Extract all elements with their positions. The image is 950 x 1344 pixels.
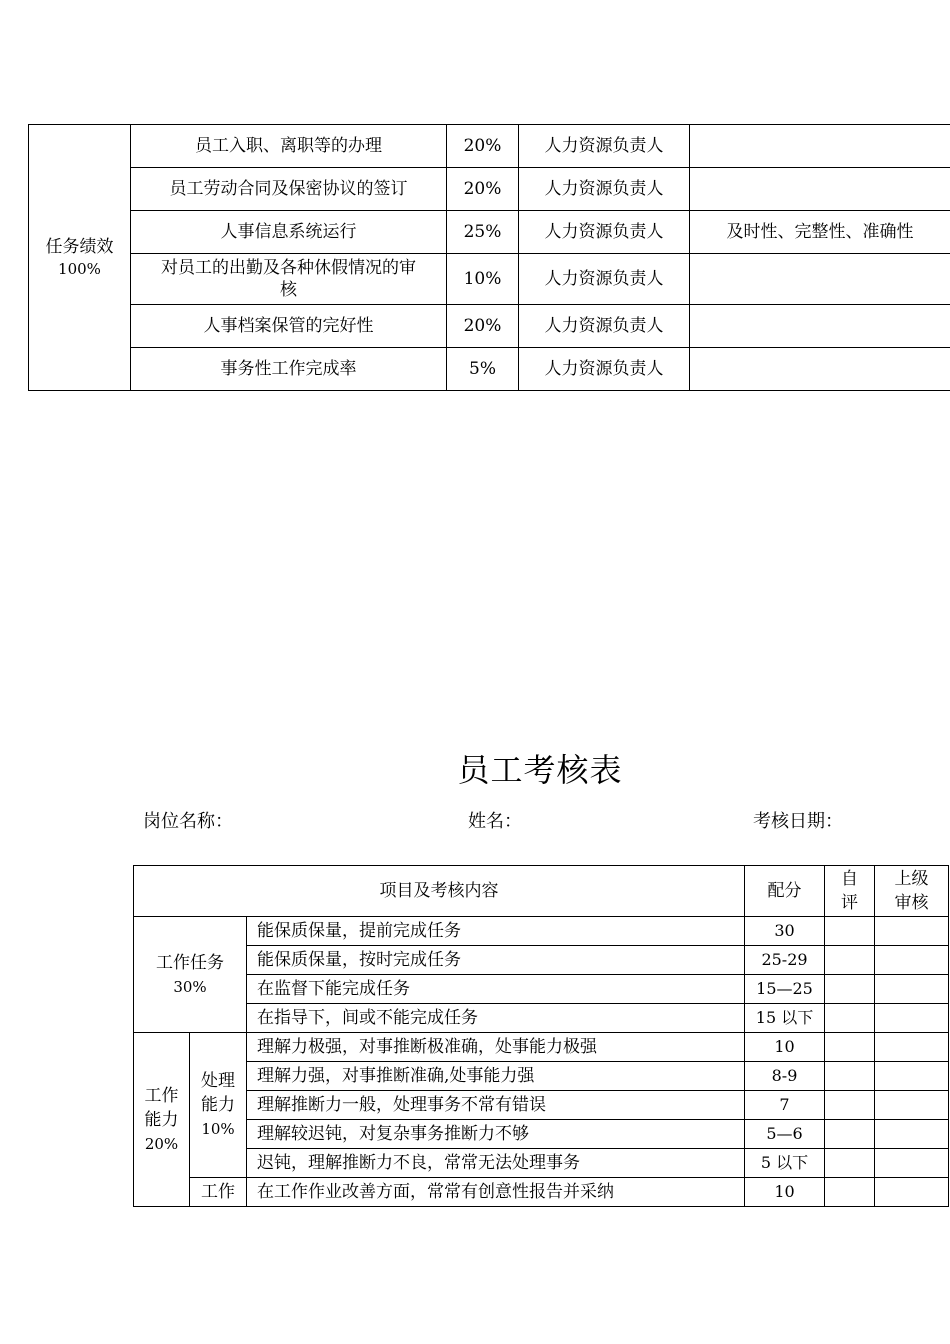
score-cell: 30 (745, 917, 825, 946)
owner-cell: 人力资源负责人 (519, 211, 690, 254)
superior-review-cell[interactable] (875, 917, 949, 946)
item-text-line2: 核 (280, 280, 297, 300)
form-title: 员工考核表 (457, 751, 623, 789)
assessment-date-label: 考核日期： (753, 811, 843, 832)
handling-ability-label-line1: 处理 (201, 1071, 235, 1091)
self-eval-cell[interactable] (825, 975, 875, 1004)
table-row (134, 1149, 949, 1178)
superior-review-header (875, 866, 949, 917)
category-cell (29, 125, 131, 391)
self-eval-header (825, 866, 875, 917)
score-cell: 5—6 (745, 1120, 825, 1149)
score-cell: 7 (745, 1091, 825, 1120)
score-cell: 8-9 (745, 1062, 825, 1091)
criterion-cell: 理解较迟钝，对复杂事务推断力不够 (247, 1120, 745, 1149)
table-row (29, 348, 950, 391)
table-row (134, 1091, 949, 1120)
item-cell: 人事档案保管的完好性 (131, 305, 447, 348)
self-eval-cell[interactable] (825, 1091, 875, 1120)
superior-review-cell[interactable] (875, 1120, 949, 1149)
superior-review-header-line2: 审核 (894, 893, 929, 913)
weight-cell: 20% (447, 168, 519, 211)
work-task-label: 工作任务 (156, 952, 224, 973)
work-ability-group-cell (134, 1033, 190, 1207)
score-header: 配分 (745, 866, 825, 917)
criterion-cell: 迟钝，理解推断力不良，常常无法处理事务 (247, 1149, 745, 1178)
owner-cell: 人力资源负责人 (519, 168, 690, 211)
self-eval-cell[interactable] (825, 1004, 875, 1033)
table-row (29, 254, 950, 305)
superior-review-cell[interactable] (875, 1062, 949, 1091)
standard-cell (690, 168, 950, 211)
table-row (134, 1062, 949, 1091)
self-eval-cell[interactable] (825, 1149, 875, 1178)
standard-cell (690, 254, 950, 305)
criterion-cell: 能保质保量，按时完成任务 (247, 946, 745, 975)
self-eval-cell[interactable] (825, 1120, 875, 1149)
work-task-weight: 30% (173, 977, 207, 996)
handling-ability-weight: 10% (201, 1120, 235, 1138)
score-cell: 25-29 (745, 946, 825, 975)
work-ability-label-line2: 能力 (144, 1109, 179, 1130)
table-row (29, 305, 950, 348)
improvement-label-cell: 工作 (190, 1178, 247, 1207)
superior-review-header-line1: 上级 (894, 869, 929, 889)
table-row (134, 975, 949, 1004)
score-cell: 10 (745, 1033, 825, 1062)
task-performance-table (28, 124, 950, 391)
criterion-cell: 在监督下能完成任务 (247, 975, 745, 1004)
criterion-cell: 理解推断力一般，处理事务不常有错误 (247, 1091, 745, 1120)
item-cell: 事务性工作完成率 (131, 348, 447, 391)
superior-review-cell[interactable] (875, 1004, 949, 1033)
self-eval-cell[interactable] (825, 1062, 875, 1091)
weight-cell: 20% (447, 125, 519, 168)
table-row (29, 168, 950, 211)
criterion-cell: 在指导下，间或不能完成任务 (247, 1004, 745, 1033)
table-row (29, 125, 950, 168)
score-cell: 5 以下 (745, 1149, 825, 1178)
table-row (134, 917, 949, 946)
table-row (134, 946, 949, 975)
superior-review-cell[interactable] (875, 946, 949, 975)
table-row (134, 1033, 949, 1062)
handling-ability-cell (190, 1033, 247, 1178)
header-row (134, 866, 949, 917)
superior-review-cell[interactable] (875, 1149, 949, 1178)
owner-cell: 人力资源负责人 (519, 305, 690, 348)
item-cell (131, 254, 447, 305)
weight-cell: 10% (447, 254, 519, 305)
work-ability-label-line1: 工作 (144, 1085, 179, 1106)
self-eval-cell[interactable] (825, 946, 875, 975)
item-text-line1: 对员工的出勤及各种休假情况的审 (161, 258, 416, 278)
owner-cell: 人力资源负责人 (519, 125, 690, 168)
self-eval-header-line1: 自 (841, 869, 858, 889)
owner-cell: 人力资源负责人 (519, 254, 690, 305)
superior-review-cell[interactable] (875, 1091, 949, 1120)
table-row (134, 1004, 949, 1033)
criterion-cell: 能保质保量，提前完成任务 (247, 917, 745, 946)
criterion-cell: 理解力强，对事推断准确,处事能力强 (247, 1062, 745, 1091)
self-eval-cell[interactable] (825, 1178, 875, 1207)
table-row (134, 1178, 949, 1207)
item-cell: 员工入职、离职等的办理 (131, 125, 447, 168)
standard-cell (690, 348, 950, 391)
handling-ability-label-line2: 能力 (201, 1095, 235, 1115)
criterion-cell: 在工作作业改善方面，常常有创意性报告并采纳 (247, 1178, 745, 1207)
standard-cell (690, 305, 950, 348)
owner-cell: 人力资源负责人 (519, 348, 690, 391)
content-header: 项目及考核内容 (134, 866, 745, 917)
superior-review-cell[interactable] (875, 1033, 949, 1062)
table-row (29, 211, 950, 254)
superior-review-cell[interactable] (875, 1178, 949, 1207)
post-name-label: 岗位名称： (143, 811, 233, 832)
category-weight: 100% (58, 259, 101, 278)
item-cell: 员工劳动合同及保密协议的签订 (131, 168, 447, 211)
score-cell: 15—25 (745, 975, 825, 1004)
standard-cell: 及时性、完整性、准确性 (690, 211, 950, 254)
self-eval-header-line2: 评 (841, 893, 858, 913)
work-ability-weight: 20% (144, 1134, 179, 1153)
work-task-group-cell (134, 917, 247, 1033)
self-eval-cell[interactable] (825, 917, 875, 946)
criterion-cell: 理解力极强，对事推断极准确，处事能力极强 (247, 1033, 745, 1062)
standard-cell (690, 125, 950, 168)
weight-cell: 5% (447, 348, 519, 391)
category-label: 任务绩效 (45, 236, 114, 257)
superior-review-cell[interactable] (875, 975, 949, 1004)
weight-cell: 20% (447, 305, 519, 348)
self-eval-cell[interactable] (825, 1033, 875, 1062)
score-cell: 10 (745, 1178, 825, 1207)
table-row (134, 1120, 949, 1149)
weight-cell: 25% (447, 211, 519, 254)
employee-name-label: 姓名： (468, 811, 522, 832)
item-cell: 人事信息系统运行 (131, 211, 447, 254)
assessment-table (133, 865, 949, 1207)
score-cell: 15 以下 (745, 1004, 825, 1033)
